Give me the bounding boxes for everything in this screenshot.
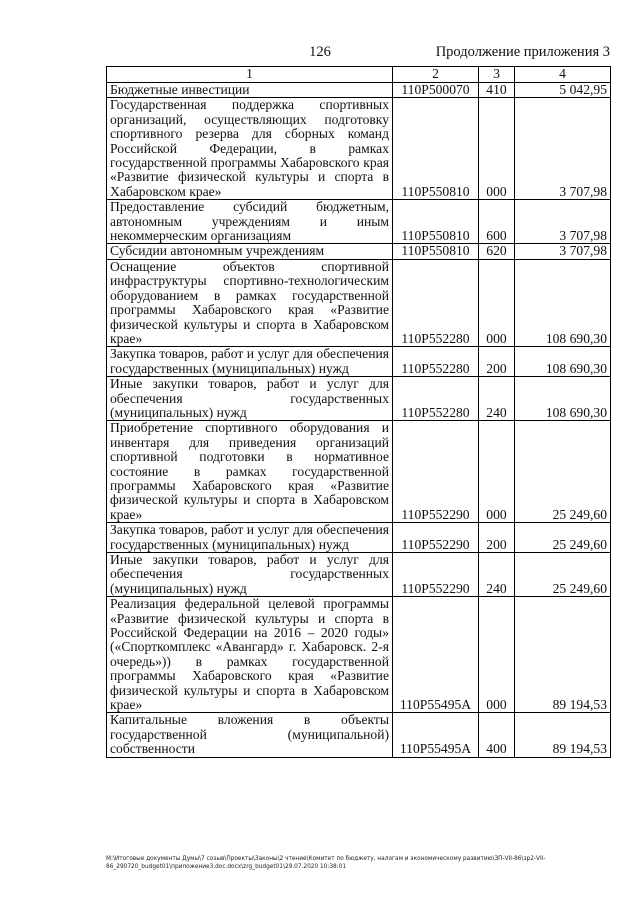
row-name: Приобретение спортивного оборудования и инвентаря для приведения организаций спортивной подготовки в нормативное состояние в рамках государственной программы Хабаровского края «Развитие физической культуры и спорта в Хабаровском крае»	[107, 421, 393, 523]
row-sum: 108 690,30	[515, 347, 611, 377]
row-type: 240	[479, 377, 515, 421]
row-name: Оснащение объектов спортивной инфраструктуры спортивно-технологическим оборудованием в рамках государственной программы Хабаровского края «Развитие физической культуры и спорта в Хабаровском крае»	[107, 259, 393, 346]
table-row	[107, 421, 611, 523]
row-name: Капитальные вложения в объекты государственной (муниципальной) собственности	[107, 713, 393, 757]
row-sum: 108 690,30	[515, 377, 611, 421]
row-type: 600	[479, 200, 515, 244]
row-name: Иные закупки товаров, работ и услуг для обеспечения государственных (муниципальных) нужд	[107, 377, 393, 421]
row-code: 110P552290	[393, 421, 479, 523]
column-header-3: 3	[479, 67, 515, 83]
table-row	[107, 259, 611, 346]
row-type: 620	[479, 244, 515, 259]
row-type: 000	[479, 421, 515, 523]
row-code: 110P552290	[393, 553, 479, 597]
row-sum: 25 249,60	[515, 553, 611, 597]
row-code: 110P550810	[393, 244, 479, 259]
row-name: Иные закупки товаров, работ и услуг для обеспечения государственных (муниципальных) нужд	[107, 553, 393, 597]
continuation-label: Продолжение приложения 3	[435, 44, 610, 60]
row-type: 000	[479, 597, 515, 713]
row-type: 400	[479, 713, 515, 757]
row-code: 110P550810	[393, 200, 479, 244]
row-name: Субсидии автономным учреждениям	[107, 244, 393, 259]
table-row	[107, 553, 611, 597]
row-name: Предоставление субсидий бюджетным, автономным учреждениям и иным некоммерческим организациям	[107, 200, 393, 244]
table-row	[107, 98, 611, 200]
table-row	[107, 347, 611, 377]
row-sum: 3 707,98	[515, 98, 611, 200]
row-sum: 25 249,60	[515, 421, 611, 523]
document-path-footer: M:\Итоговые документы Думы\7 созыв\Проекты\Законы\2 чтение\Комитет по бюджету, налогам и экономическому развитию\ЗП-VII-86\зр2-VII-86_290720_budget01\приложение3.doc.docx\zrg_budget01\29.07.2020 10:38:01	[106, 856, 546, 870]
page-number: 126	[309, 44, 331, 60]
table-row	[107, 597, 611, 713]
row-sum: 25 249,60	[515, 523, 611, 553]
row-code: 110P552280	[393, 377, 479, 421]
column-header-2: 2	[393, 67, 479, 83]
table-row	[107, 523, 611, 553]
row-type: 000	[479, 98, 515, 200]
table-row	[107, 713, 611, 757]
row-code: 110P55495A	[393, 597, 479, 713]
column-header-1: 1	[107, 67, 393, 83]
row-sum: 5 042,95	[515, 83, 611, 98]
budget-table	[106, 66, 611, 758]
row-name: Закупка товаров, работ и услуг для обеспечения государственных (муниципальных) нужд	[107, 347, 393, 377]
table-row	[107, 200, 611, 244]
row-name: Закупка товаров, работ и услуг для обеспечения государственных (муниципальных) нужд	[107, 523, 393, 553]
row-name: Бюджетные инвестиции	[107, 83, 393, 98]
row-code: 110P552290	[393, 523, 479, 553]
row-name: Государственная поддержка спортивных организаций, осуществляющих подготовку спортивного резерва для сборных команд Российской Федерации, в рамках государственной программы Хабаровского края «Развитие физической культуры и спорта в Хабаровском крае»	[107, 98, 393, 200]
row-sum: 3 707,98	[515, 244, 611, 259]
row-sum: 108 690,30	[515, 259, 611, 346]
row-code: 110P552280	[393, 259, 479, 346]
row-type: 000	[479, 259, 515, 346]
row-type: 240	[479, 553, 515, 597]
row-code: 110P550810	[393, 98, 479, 200]
column-header-row	[107, 67, 611, 83]
row-code: 110P500070	[393, 83, 479, 98]
row-type: 200	[479, 347, 515, 377]
table-row	[107, 377, 611, 421]
row-type: 410	[479, 83, 515, 98]
row-type: 200	[479, 523, 515, 553]
row-code: 110P55495A	[393, 713, 479, 757]
page-header	[0, 44, 640, 62]
row-name: Реализация федеральной целевой программы «Развитие физической культуры и спорта в Российской Федерации на 2016 – 2020 годы» («Спорткомплекс «Авангард» г. Хабаровск. 2-я очередь»)) в рамках государственной программы Хабаровского края «Развитие физической культуры и спорта в Хабаровском крае»	[107, 597, 393, 713]
row-sum: 3 707,98	[515, 200, 611, 244]
column-header-4: 4	[515, 67, 611, 83]
table-row	[107, 244, 611, 259]
table-row	[107, 83, 611, 98]
row-sum: 89 194,53	[515, 713, 611, 757]
row-sum: 89 194,53	[515, 597, 611, 713]
row-code: 110P552280	[393, 347, 479, 377]
